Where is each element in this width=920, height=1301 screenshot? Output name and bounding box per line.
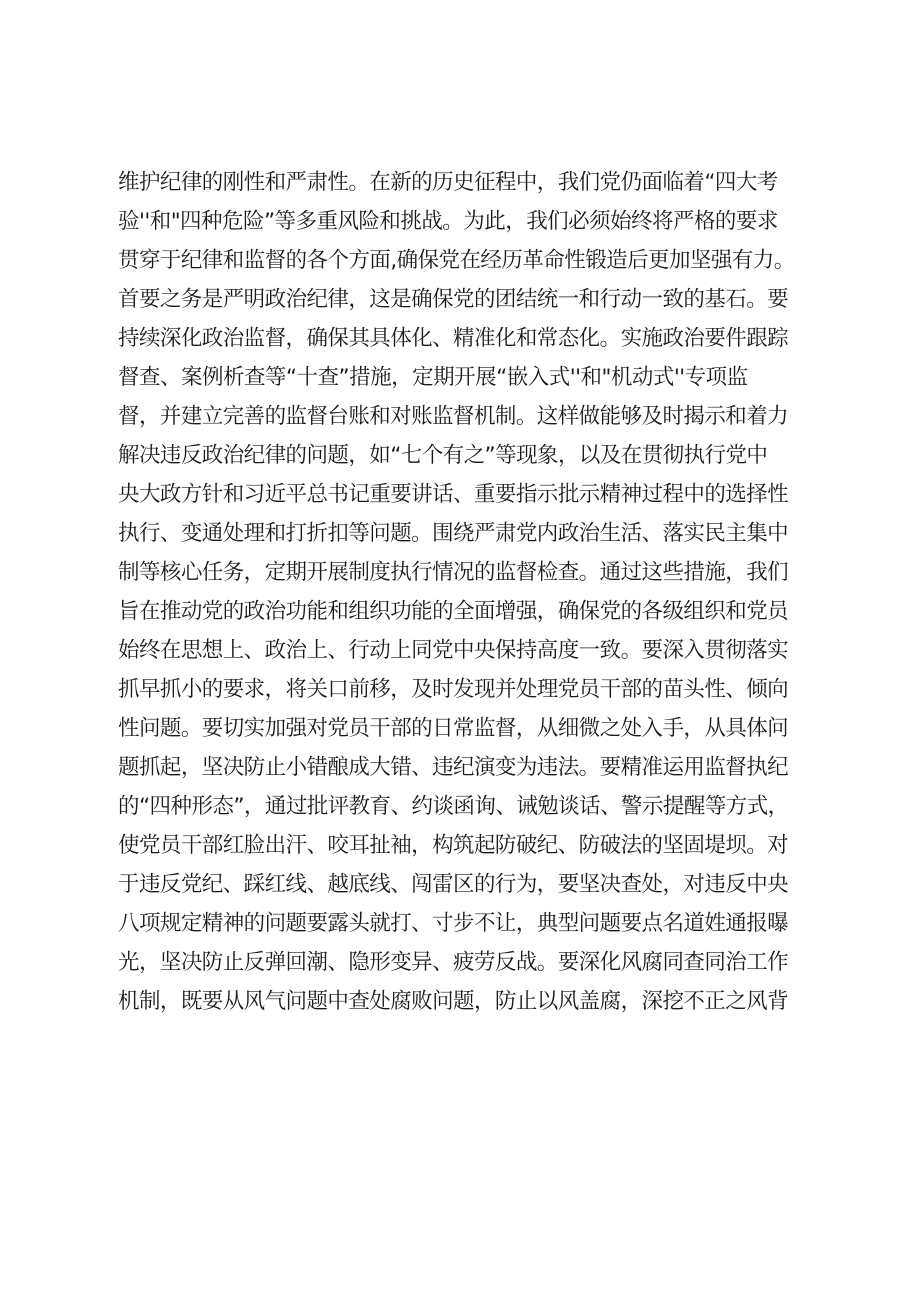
text-line: 督查、案例析查等“十查”措施，定期开展“嵌入式''和"机动式''专项监 <box>118 365 748 390</box>
text-line: 性问题。要切实加强对党员干部的日常监督，从细微之处入手，从具体问 <box>118 716 789 741</box>
text-line: 央大政方针和习近平总书记重要讲话、重要指示批示精神过程中的选择性 <box>118 482 789 507</box>
text-line: 首要之务是严明政治纪律，这是确保党的团结统一和行动一致的基石。要 <box>118 287 789 312</box>
text-line: 于违反党纪、踩红线、越底线、闯雷区的行为，要坚决查处，对违反中央 <box>118 872 789 897</box>
text-line: 八项规定精神的问题要露头就打、寸步不让，典型问题要点名道姓通报曝 <box>118 911 789 936</box>
text-line: 执行、变通处理和打折扣等问题。围绕严肃党内政治生活、落实民主集中 <box>118 521 789 546</box>
text-line: 机制，既要从风气问题中查处腐败问题，防止以风盖腐，深挖不正之风背 <box>118 989 789 1014</box>
body-paragraph <box>118 163 818 1021</box>
text-line: 始终在思想上、政治上、行动上同党中央保持高度一致。要深入贯彻落实 <box>118 638 789 663</box>
text-line: 维护纪律的刚性和严肃性。在新的历史征程中，我们党仍面临着“四大考 <box>118 170 778 195</box>
text-line: 制等核心任务，定期开展制度执行情况的监督检查。通过这些措施，我们 <box>118 560 789 585</box>
text-line: 旨在推动党的政治功能和组织功能的全面增强，确保党的各级组织和党员 <box>118 599 789 624</box>
text-line: 抓早抓小的要求，将关口前移，及时发现并处理党员干部的苗头性、倾向 <box>118 677 789 702</box>
text-line: 验''和"四种危险”等多重风险和挑战。为此，我们必须始终将严格的要求 <box>118 209 778 234</box>
text-line: 使党员干部红脸出汗、咬耳扯袖，构筑起防破纪、防破法的坚固堤坝。对 <box>118 833 789 858</box>
text-line: 光，坚决防止反弹回潮、隐形变异、疲劳反战。要深化风腐同查同治工作 <box>118 950 789 975</box>
text-line: 解决违反政治纪律的问题，如“七个有之”等现象，以及在贯彻执行党中 <box>118 443 768 468</box>
text-line: 持续深化政治监督，确保其具体化、精准化和常态化。实施政治要件跟踪 <box>118 326 789 351</box>
text-line: 贯穿于纪律和监督的各个方面,确保党在经历革命性锻造后更加坚强有力。 <box>118 248 795 273</box>
text-line: 的“四种形态”，通过批评教育、约谈函询、诫勉谈话、警示提醒等方式， <box>118 794 789 819</box>
text-line: 题抓起，坚决防止小错酿成大错、违纪演变为违法。要精准运用监督执纪 <box>118 755 789 780</box>
text-line: 督，并建立完善的监督台账和对账监督机制。这样做能够及时揭示和着力 <box>118 404 789 429</box>
